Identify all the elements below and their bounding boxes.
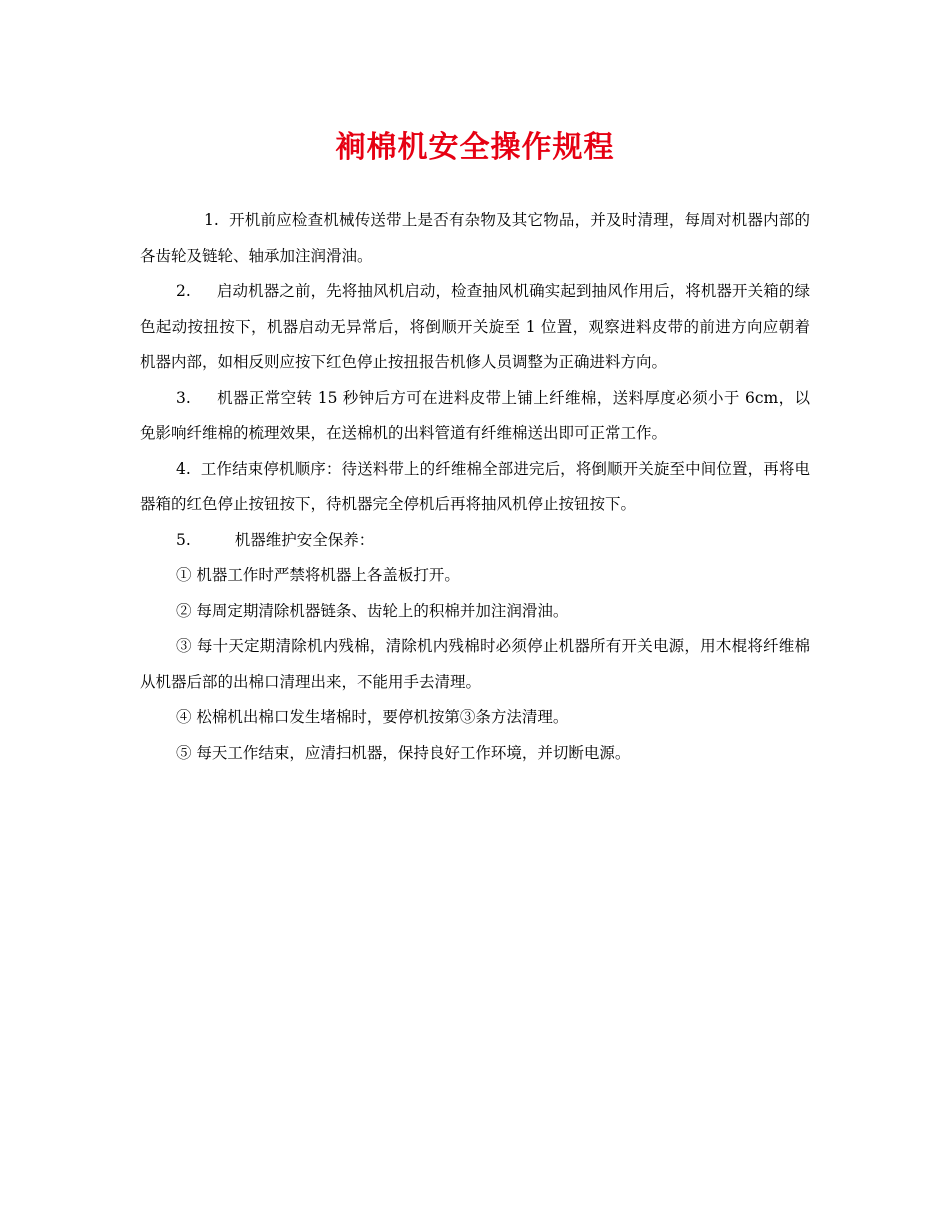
paragraph-1 — [140, 203, 810, 274]
paragraph-3-text: 机器正常空转 15 秒钟后方可在进料皮带上铺上纤维棉，送料厚度必须小于 6cm，以免影响纤维棉的梳理效果，在送棉机的出料管道有纤维棉送出即可正常工作。 — [140, 388, 810, 442]
paragraph-5 — [140, 523, 810, 559]
maintenance-item-3: ③ 每十天定期清除机内残棉，清除机内残棉时必须停止机器所有开关电源，用木棍将纤维棉从机器后部的出棉口清理出来，不能用手去清理。 — [140, 637, 810, 691]
paragraph-2-number: 2. — [176, 282, 191, 300]
paragraph-5-number: 5. — [176, 530, 191, 549]
paragraph-2-text: 启动机器之前，先将抽风机启动，检查抽风机确实起到抽风作用后，将机器开关箱的绿色起动按扭按下，机器启动无异常后，将倒顺开关旋至 1 位置，观察进料皮带的前进方向应朝着机器内部，如相反则应按下红色停止按扭报告机修人员调整为正确进料方向。 — [140, 282, 810, 371]
maintenance-item-2: ② 每周定期清除机器链条、齿轮上的积棉并加注润滑油。 — [176, 601, 569, 620]
paragraph-1-text: 开机前应检查机械传送带上是否有杂物及其它物品，并及时清理，每周对机器内部的各齿轮及链轮、轴承加注润滑油。 — [140, 211, 810, 265]
maintenance-item-1: ① 机器工作时严禁将机器上各盖板打开。 — [176, 566, 460, 584]
paragraph-2 — [140, 274, 810, 381]
paragraph-5-text: 机器维护安全保养： — [234, 530, 375, 549]
paragraph-3-number: 3. — [176, 388, 191, 407]
maintenance-item-5: ⑤ 每天工作结束，应清扫机器，保持良好工作环境，并切断电源。 — [176, 743, 631, 762]
paragraph-1-number: 1. — [204, 211, 219, 229]
document-title: 裥棉机安全操作规程 — [335, 130, 615, 165]
maintenance-item-4: ④ 松棉机出棉口发生堵棉时，要停机按第③条方法清理。 — [176, 708, 569, 726]
paragraph-4 — [140, 452, 810, 523]
document-body — [140, 203, 810, 771]
paragraph-4-text: 工作结束停机顺序：待送料带上的纤维棉全部进完后，将倒顺开关旋至中间位置，再将电器箱的红色停止按钮按下，待机器完全停机后再将抽风机停止按钮按下。 — [140, 459, 810, 513]
paragraph-3 — [140, 381, 810, 452]
paragraph-4-number: 4. — [176, 459, 191, 478]
